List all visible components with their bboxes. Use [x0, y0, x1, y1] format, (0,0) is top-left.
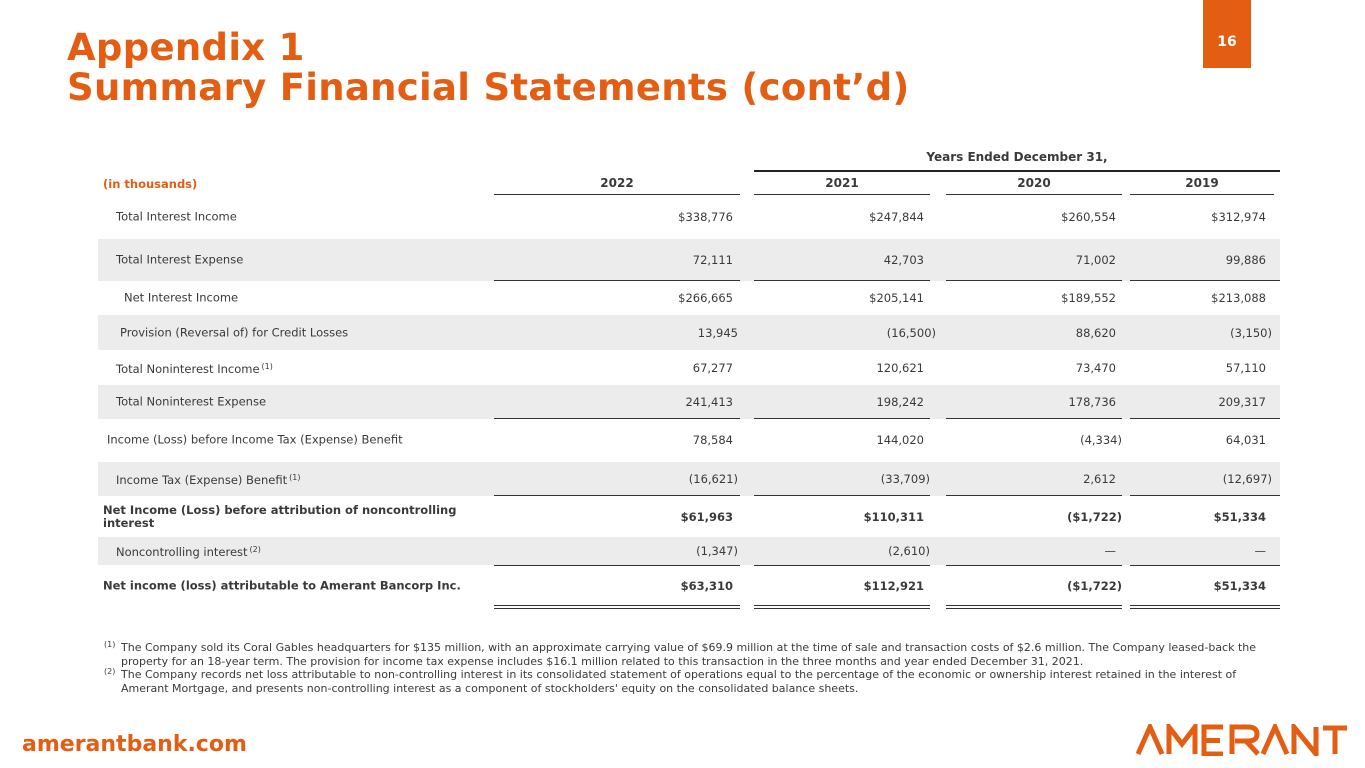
cell-2022: $266,665: [678, 291, 733, 305]
footnote-text: The Company records net loss attributable to non-controlling interest in its consolidated statement of operations equal to the percentage of the economic or ownership interest retained in the interest of Amerant Mortgage, and presents non-controlling interest as a component of stockholders' equity on the consolidated balance sheets.: [121, 668, 1237, 695]
cell-2022: 72,111: [692, 253, 733, 267]
cell-2020: ($1,722): [1067, 510, 1122, 524]
footnotes: [104, 641, 1264, 695]
footnote-ref: (1): [261, 361, 273, 371]
total-double-rule: [1130, 605, 1280, 609]
cell-2021: 198,242: [876, 395, 924, 409]
footnote: [104, 668, 1264, 695]
cell-2020: $189,552: [1061, 291, 1116, 305]
cell-2020: 71,002: [1075, 253, 1116, 267]
cell-2020: 178,736: [1068, 395, 1116, 409]
cell-2019: —: [1254, 544, 1266, 558]
table-row: [98, 198, 1280, 236]
row-label: [116, 543, 261, 559]
table-row: [98, 315, 1280, 350]
cell-2021: $112,921: [863, 579, 924, 593]
table-row: [98, 499, 1280, 535]
cell-2021: 120,621: [876, 360, 924, 375]
footnote-marker: (2): [104, 667, 116, 676]
cell-2021: $247,844: [869, 210, 924, 224]
row-label-text: Total Noninterest Income: [116, 361, 260, 376]
cell-2019: $51,334: [1213, 510, 1266, 524]
cell-2022: 13,945: [697, 325, 738, 340]
amerant-logo: [1136, 724, 1348, 756]
row-label: Net Income (Loss) before attribution of noncontrolling interest: [103, 503, 457, 530]
subtotal-rule: [754, 565, 930, 566]
table-row: [98, 239, 1280, 281]
cell-2019: 64,031: [1225, 433, 1266, 447]
table-row: [98, 281, 1280, 315]
table-row: [98, 385, 1280, 419]
cell-2022: $338,776: [678, 210, 733, 224]
subtotal-rule: [946, 495, 1122, 496]
footnote-marker: (1): [104, 640, 116, 649]
year-header: 2020: [946, 170, 1122, 195]
page-number-badge: [1203, 0, 1251, 68]
title-line-2: Summary Financial Statements (cont’d): [67, 66, 910, 109]
years-group-header: Years Ended December 31,: [754, 150, 1280, 172]
row-label: Net Interest Income: [124, 290, 239, 305]
subtotal-rule: [494, 495, 740, 496]
cell-2021: (33,709): [880, 472, 930, 486]
subtotal-rule: [1130, 565, 1280, 566]
cell-2019: 209,317: [1218, 395, 1266, 409]
row-label: Income (Loss) before Income Tax (Expense) Benefit: [107, 432, 403, 447]
row-label: Net income (loss) attributable to Amerant Bancorp Inc.: [103, 578, 461, 593]
cell-2022: 78,584: [692, 433, 733, 447]
cell-2020: ($1,722): [1067, 579, 1122, 593]
cell-2021: (16,500): [886, 325, 936, 340]
cell-2021: $110,311: [863, 510, 924, 524]
subtotal-rule: [754, 495, 930, 496]
cell-2019: (12,697): [1222, 472, 1272, 486]
subtotal-rule: [946, 565, 1122, 566]
cell-2022: 241,413: [685, 395, 733, 409]
cell-2020: 88,620: [1075, 325, 1116, 340]
table-row: [98, 350, 1280, 385]
cell-2019: $213,088: [1211, 291, 1266, 305]
cell-2022: (16,621): [688, 472, 738, 486]
row-label-text: Income Tax (Expense) Benefit: [116, 473, 288, 487]
cell-2021: $205,141: [869, 291, 924, 305]
row-label: [116, 471, 300, 487]
year-header: 2021: [754, 170, 930, 195]
units-label: (in thousands): [103, 177, 198, 191]
cell-2019: $51,334: [1213, 579, 1266, 593]
table-row: [98, 568, 1280, 604]
row-label: Total Interest Income: [116, 209, 237, 224]
table-row: [98, 462, 1280, 496]
row-label: Total Noninterest Expense: [116, 394, 267, 409]
title-line-1: Appendix 1: [67, 26, 305, 69]
year-header: 2022: [494, 170, 740, 195]
table-row: [98, 419, 1280, 461]
cell-2019: $312,974: [1211, 210, 1266, 224]
year-header: 2019: [1130, 170, 1274, 195]
cell-2019: (3,150): [1230, 325, 1272, 340]
cell-2021: 144,020: [876, 433, 924, 447]
footnote: [104, 641, 1264, 668]
cell-2019: 57,110: [1225, 360, 1266, 375]
cell-2022: 67,277: [692, 360, 733, 375]
page-title: [67, 28, 910, 108]
page-number: 16: [1217, 34, 1237, 50]
row-label-text: Noncontrolling interest: [116, 545, 248, 559]
total-double-rule: [754, 605, 930, 609]
row-label: Provision (Reversal of) for Credit Losses: [120, 325, 349, 339]
subtotal-rule: [1130, 495, 1280, 496]
cell-2022: $61,963: [680, 510, 733, 524]
row-label: Total Interest Expense: [116, 252, 244, 267]
cell-2020: 73,470: [1075, 360, 1116, 375]
subtotal-rule: [494, 565, 740, 566]
cell-2020: 2,612: [1083, 472, 1116, 486]
total-double-rule: [946, 605, 1122, 609]
table-row: [98, 537, 1280, 565]
cell-2020: $260,554: [1061, 210, 1116, 224]
row-label: [116, 360, 273, 376]
cell-2020: —: [1104, 544, 1116, 558]
cell-2021: 42,703: [883, 253, 924, 267]
table-header-row: [98, 170, 1280, 194]
footer-website: amerantbank.com: [22, 732, 247, 757]
cell-2022: $63,310: [680, 579, 733, 593]
cell-2020: (4,334): [1080, 433, 1122, 447]
footnote-ref: (1): [289, 473, 301, 482]
cell-2021: (2,610): [888, 544, 930, 558]
logo-text: AMERANT: [1136, 724, 1141, 725]
footnote-ref: (2): [249, 545, 261, 554]
cell-2022: (1,347): [696, 544, 738, 558]
cell-2019: 99,886: [1225, 253, 1266, 267]
footnote-text: The Company sold its Coral Gables headquarters for $135 million, with an approximate carrying value of $69.9 million at the time of sale and transaction costs of $2.6 million. The Company leased-back the property for an 18-year term. The provision for income tax expense includes $16.1 million related to this transaction in the three months and year ended December 31, 2021.: [121, 641, 1257, 668]
total-double-rule: [494, 605, 740, 609]
